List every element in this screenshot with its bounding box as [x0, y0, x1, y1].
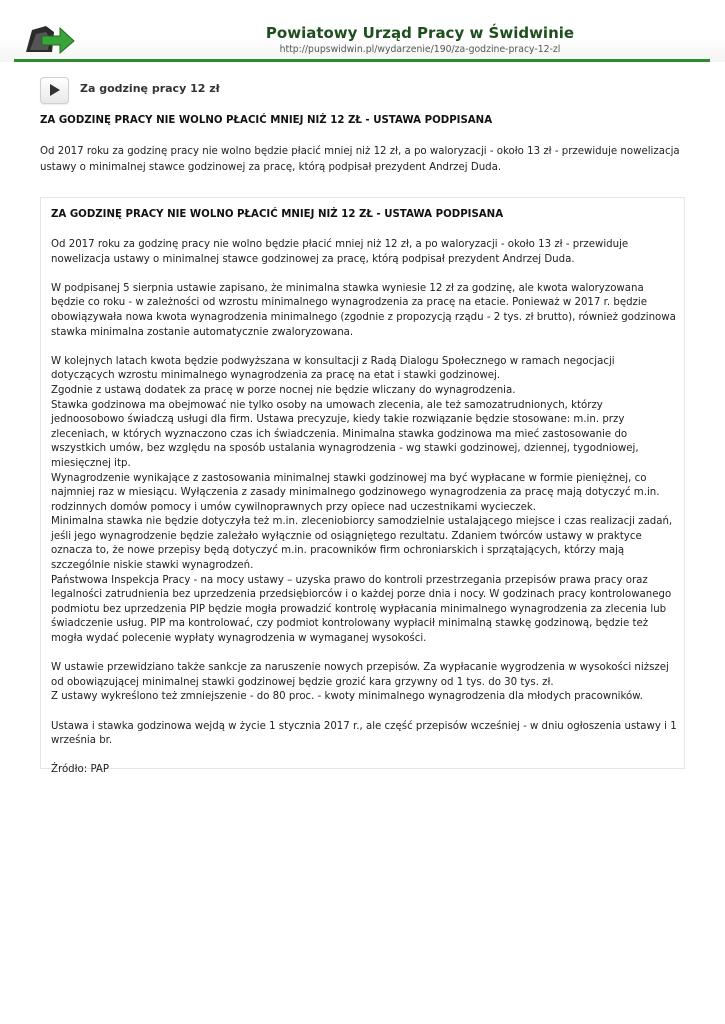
site-title[interactable]: Powiatowy Urząd Pracy w Świdwinie [265, 24, 575, 42]
header-divider [14, 59, 710, 62]
back-button[interactable] [40, 77, 69, 104]
article-body [51, 238, 679, 793]
article-source: Źródło: PAP [51, 764, 110, 776]
article-paragraph: Minimalna stawka nie będzie dotyczyła też m.in. zleceniobiorcy samodzielnie ustalającego miejsce i czas realizacji zadań, jeśli jego wynagrodzenie będzie zależało wyłącznie od osiągniętego rezultatu. Zdaniem twórców ustawy w praktyce oznacza to, że nowe przepisy będą dotyczyć m.in. pracowników firm ochroniarskich i sprzątających, którzy mają szczególnie niskie stawki wynagrodzeń. [51, 516, 673, 572]
article-paragraph: Wynagrodzenie wynikające z zastosowania minimalnej stawki godzinowej ma być wypłacane w formie pieniężnej, co najmniej raz w miesiącu. Wyłączenia z zasady minimalnego godzinowego wynagrodzenia za pracę mają dotyczyć m.in. rodzinnych domów pomocy i umów cywilnoprawnych przy opiece nad uczestnikami wycieczek. [51, 472, 660, 513]
article-paragraph: W ustawie przewidziano także sankcje za naruszenie nowych przepisów. Za wypłacanie wygrodzenia w wysokości niższej od obowiązującej minimalnej stawki godzinowej będzie grozić kara grzywny od 1 tys. do 30 tys. zł. [51, 662, 669, 688]
article-paragraph: W kolejnych latach kwota będzie podwyższana w konsultacji z Radą Dialogu Społecznego w ramach negocjacji dotyczących wzrostu minimalnego wynagrodzenia za pracę na etat i stawki godzinowej. [51, 355, 615, 382]
article-title: ZA GODZINĘ PRACY NIE WOLNO PŁACIĆ MNIEJ NIŻ 12 ZŁ - USTAWA PODPISANA [51, 209, 504, 220]
play-arrow-icon [49, 84, 60, 96]
article-box [40, 197, 685, 776]
article-paragraph: Od 2017 roku za godzinę pracy nie wolno będzie płacić mniej niż 12 zł, a po waloryzacji - około 13 zł - przewiduje nowelizacja ustawy o minimalnej stawce godzinowej za pracę, którą podpisał prezydent Andrzej Duda. [51, 239, 629, 265]
article-paragraph: W podpisanej 5 sierpnia ustawie zapisano, że minimalna stawka wyniesie 12 zł za godzinę, ale kwota waloryzowana będzie co roku - w zależności od wzrostu minimalnego wynagrodzenia za pracę na etacie. Ponieważ w 2017 r. będzie obowiązywała nowa kwota wynagrodzenia minimalnego (zgodnie z propozycją rządu - 2 tys. zł brutto), również godzinowa stawka minimalna zostanie automatycznie zwaloryzowana. [51, 282, 676, 338]
article-paragraph: Państwowa Inspekcja Pracy - na mocy ustawy – uzyska prawo do kontroli przestrzegania przepisów prawa pracy oraz legalności zatrudnienia bez uprzedzenia przedsiębiorców i o każdej porze dnia i nocy. W godzinach pracy kontrolowanego podmiotu bez uprzedzenia PIP będzie mogła prowadzić kontrolę wypłacania minimalnego wynagrodzenia za zlecenia lub świadczenie usług. PIP ma kontrolować, czy podmiot kontrolowany wypłacił minimalną stawkę godzinową, będzie też mogła wydać polecenie wypłaty wynagrodzenia w wymaganej wysokości. [51, 574, 672, 645]
intro-lead [40, 144, 685, 176]
article-paragraph: Stawka godzinowa ma obejmować nie tylko osoby na umowach zlecenia, ale też samozatrudnionych, którzy jednoosobowo świadczą usługi dla firm. Ustawa precyzuje, kiedy takie rozwiązanie będzie stosowane: m.in. przy zleceniach, w których wyznaczono czas ich świadczenia. Minimalna stawka godzinowa ma mieć zastosowanie do wszystkich umów, bez względu na sposób ustalania wynagrodzenia - wg stawki godzinowej, dziennej, tygodniowej, miesięcznej itp. [51, 399, 639, 469]
article-paragraph: Zgodnie z ustawą dodatek za pracę w porze nocnej nie będzie wliczany do wynagrodzenia. [51, 384, 516, 396]
breadcrumb: Za godzinę pracy 12 zł [80, 82, 220, 95]
article-paragraph: Ustawa i stawka godzinowa wejdą w życie 1 stycznia 2017 r., ale część przepisów wcześniej - w dniu ogłoszenia ustawy i 1 września br. [51, 720, 677, 747]
lead-text: Od 2017 roku za godzinę pracy nie wolno będzie płacić mniej niż 12 zł, a po waloryzacji - około 13 zł - przewiduje nowelizacja ustawy o minimalnej stawce godzinowej za pracę, którą podpisał prezydent Andrzej Duda. [40, 146, 680, 173]
intro-headline: ZA GODZINĘ PRACY NIE WOLNO PŁACIĆ MNIEJ NIŻ 12 ZŁ - USTAWA PODPISANA [40, 115, 493, 126]
article-paragraph: Z ustawy wykreślono też zmniejszenie - do 80 proc. - kwoty minimalnego wynagrodzenia dla młodych pracowników. [51, 691, 643, 703]
page-url: http://pupswidwin.pl/wydarzenie/190/za-godzine-pracy-12-zl [279, 44, 561, 55]
logo-arrow-icon[interactable] [24, 24, 76, 54]
site-header [0, 0, 725, 62]
